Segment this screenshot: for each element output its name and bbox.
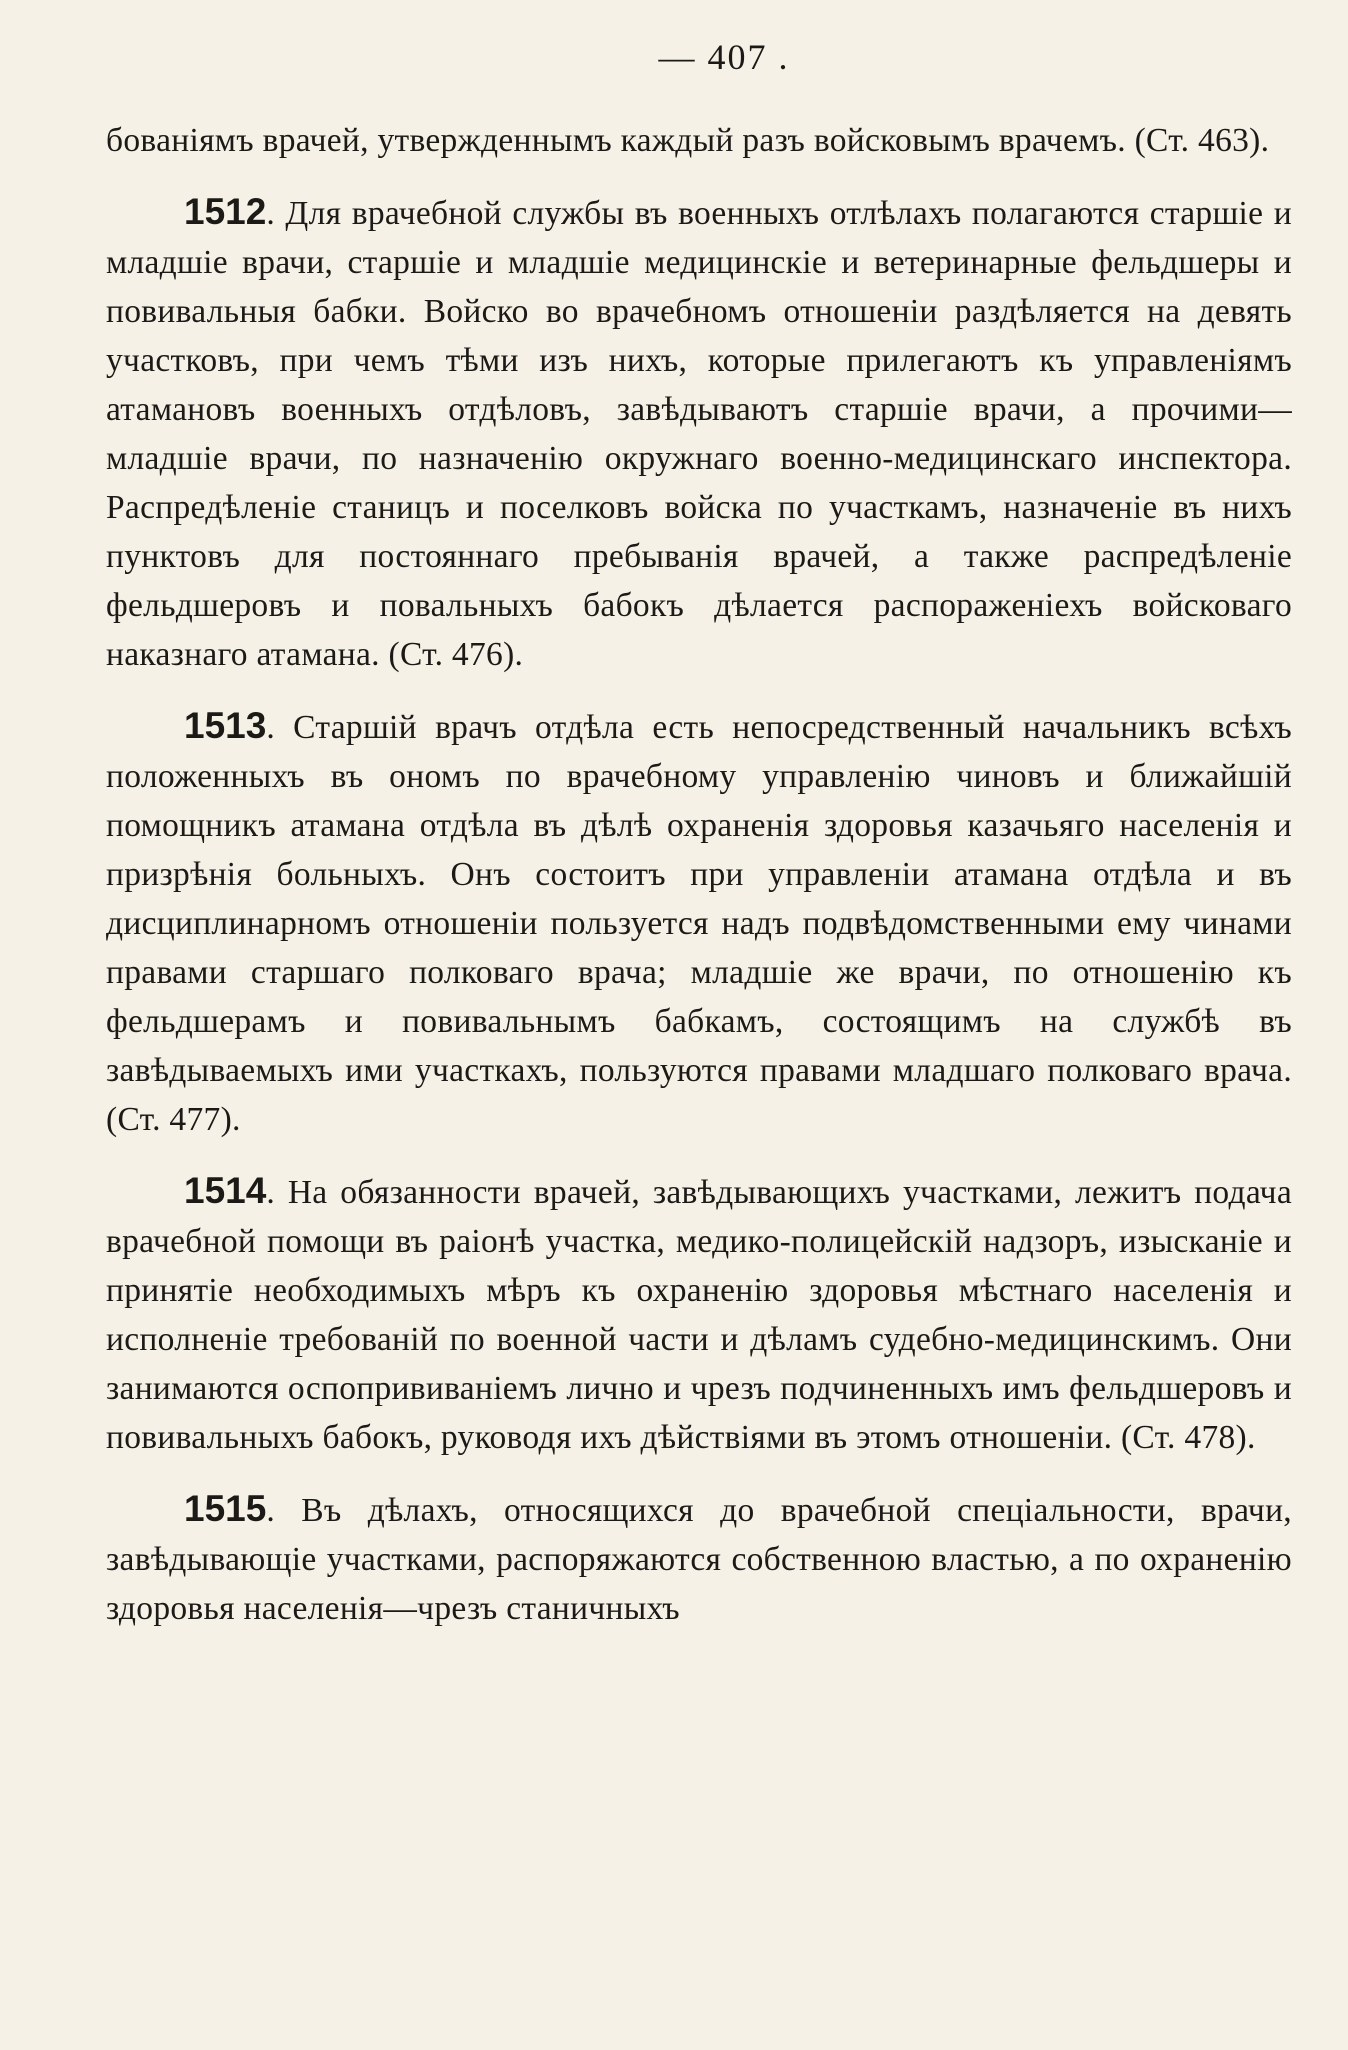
article-number: 1513 [184,705,267,746]
article-text: . Старшій врачъ отдѣла есть непосредственный начальникъ всѣхъ положенныхъ въ ономъ по врачебному управленію чиновъ и ближайшій помощникъ атамана отдѣла въ дѣлѣ охраненія здоровья казачьяго населенія и призрѣнія больныхъ. Онъ состоитъ при управленіи атамана отдѣла и въ дисциплинарномъ отношеніи пользуется надъ подвѣдомственными ему чинами правами старшаго полковаго врача; младшіе же врачи, по отношенію къ фельдшерамъ и повивальнымъ бабкамъ, состоящимъ на службѣ въ завѣдываемыхъ ими участкахъ, пользуются правами младшаго полковаго врача. (Ст. 477). [106,709,1292,1138]
article-1514 [106,1166,1292,1462]
paragraph-text: бованіямъ врачей, утвержденнымъ каждый разъ войсковымъ врачемъ. (Ст. 463). [106,122,1270,159]
article-number: 1515 [184,1488,267,1529]
article-1515 [106,1484,1292,1633]
article-text: . На обязанности врачей, завѣдывающихъ участками, лежитъ подача врачебной помощи въ раіонѣ участка, медико-полицейскій надзоръ, изысканіе и принятіе необходимыхъ мѣръ къ охраненію здоровья мѣстнаго населенія и исполненіе требованій по военной части и дѣламъ судебно-медицинскимъ. Они занимаются оспопрививаніемъ лично и чрезъ подчиненныхъ имъ фельдшеровъ и повивальныхъ бабокъ, руководя ихъ дѣйствіями въ этомъ отношеніи. (Ст. 478). [106,1174,1292,1456]
page-number: — 407 . [658,37,790,77]
paragraph-continuation [106,116,1292,165]
article-1513 [106,701,1292,1144]
article-text: . Для врачебной службы въ военныхъ отлѣлахъ полагаются старшіе и младшіе врачи, старшіе и младшіе медицинскіе и ветеринарные фельдшеры и повивальныя бабки. Войско во врачебномъ отношеніи раздѣляется на девять участковъ, при чемъ тѣми изъ нихъ, которые прилегаютъ къ управленіямъ атамановъ военныхъ отдѣловъ, завѣдываютъ старшіе врачи, а прочими—младшіе врачи, по назначенію окружнаго военно-медицинскаго инспектора. Распредѣленіе станицъ и поселковъ войска по участкамъ, назначеніе въ нихъ пунктовъ для постояннаго пребыванія врачей, а также распредѣленіе фельдшеровъ и повальныхъ бабокъ дѣлается распораженіехъ войсковаго наказнаго атамана. (Ст. 476). [106,195,1292,673]
article-number: 1512 [184,191,267,232]
article-1512 [106,187,1292,679]
page-body [106,116,1292,1633]
article-text: . Въ дѣлахъ, относящихся до врачебной спеціальности, врачи, завѣдывающіе участками, распоряжаются собственною властью, а по охраненію здоровья населенія—чрезъ станичныхъ [106,1492,1292,1627]
article-number: 1514 [184,1170,267,1211]
